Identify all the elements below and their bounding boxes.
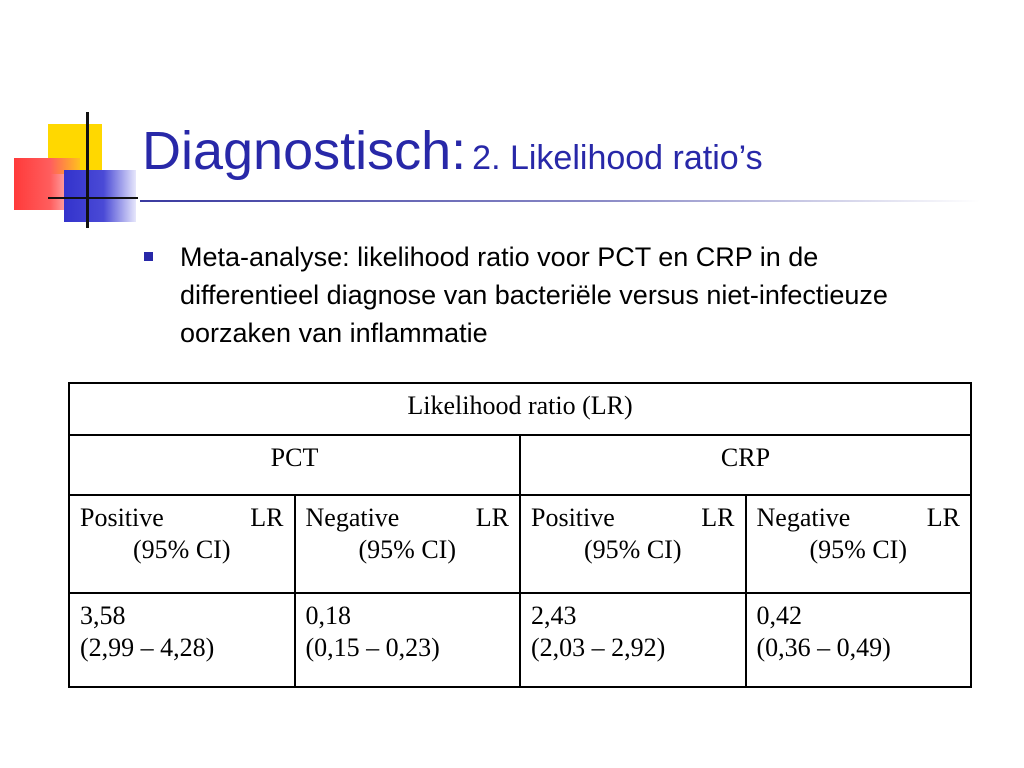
- likelihood-ratio-table: [68, 382, 972, 688]
- column-header-word: Negative: [756, 503, 851, 532]
- bullet-text: Meta-analyse: likelihood ratio voor PCT en CRP in de differentieel diagnose van bacteriële versus niet-infectieuze oorzaken van inflammatie: [180, 242, 888, 348]
- column-header-ci: (95% CI): [358, 535, 456, 564]
- lr-ci: (0,36 – 0,49): [756, 633, 891, 662]
- bullet-square-icon: [144, 252, 153, 261]
- column-header-word: LR: [926, 503, 960, 532]
- lr-value: 3,58: [80, 601, 126, 630]
- table-column-header-row: [69, 495, 971, 593]
- lr-value: 0,42: [756, 601, 802, 630]
- table-header-cell: Likelihood ratio (LR): [69, 383, 971, 435]
- corner-logo: [0, 0, 140, 240]
- table-group-row: [69, 435, 971, 495]
- logo-blue-square: [64, 170, 136, 222]
- column-header-ci: (95% CI): [584, 535, 682, 564]
- lr-value: 0,18: [305, 601, 351, 630]
- lr-ci: (2,99 – 4,28): [80, 633, 215, 662]
- title-underline: [140, 200, 980, 202]
- table-row: [69, 593, 971, 687]
- value-cell-crp-positive: [520, 593, 746, 687]
- column-header-word: LR: [701, 503, 735, 532]
- column-header-word: Positive: [80, 503, 164, 532]
- column-header-ci: (95% CI): [809, 535, 907, 564]
- group-cell-crp: CRP: [520, 435, 971, 495]
- table-header-row: [69, 383, 971, 435]
- bullet-item: [142, 238, 962, 352]
- logo-vertical-line: [86, 112, 89, 228]
- column-header-crp-positive: [520, 495, 746, 593]
- value-cell-crp-negative: [746, 593, 972, 687]
- lr-value: 2,43: [531, 601, 577, 630]
- lr-ci: (0,15 – 0,23): [305, 633, 440, 662]
- bullet-list: [142, 238, 962, 352]
- column-header-ci: (95% CI): [133, 535, 231, 564]
- column-header-pct-negative: [295, 495, 521, 593]
- group-cell-pct: PCT: [69, 435, 520, 495]
- value-cell-pct-positive: [69, 593, 295, 687]
- column-header-crp-negative: [746, 495, 972, 593]
- slide-title-sub: 2. Likelihood ratio’s: [472, 139, 763, 177]
- column-header-pct-positive: [69, 495, 295, 593]
- value-cell-pct-negative: [295, 593, 521, 687]
- slide-title: [142, 121, 763, 181]
- column-header-word: LR: [475, 503, 509, 532]
- logo-horizontal-line: [48, 197, 138, 199]
- column-header-word: Negative: [305, 503, 400, 532]
- column-header-word: Positive: [531, 503, 615, 532]
- column-header-word: LR: [250, 503, 284, 532]
- lr-ci: (2,03 – 2,92): [531, 633, 666, 662]
- slide-title-main: Diagnostisch:: [142, 121, 467, 181]
